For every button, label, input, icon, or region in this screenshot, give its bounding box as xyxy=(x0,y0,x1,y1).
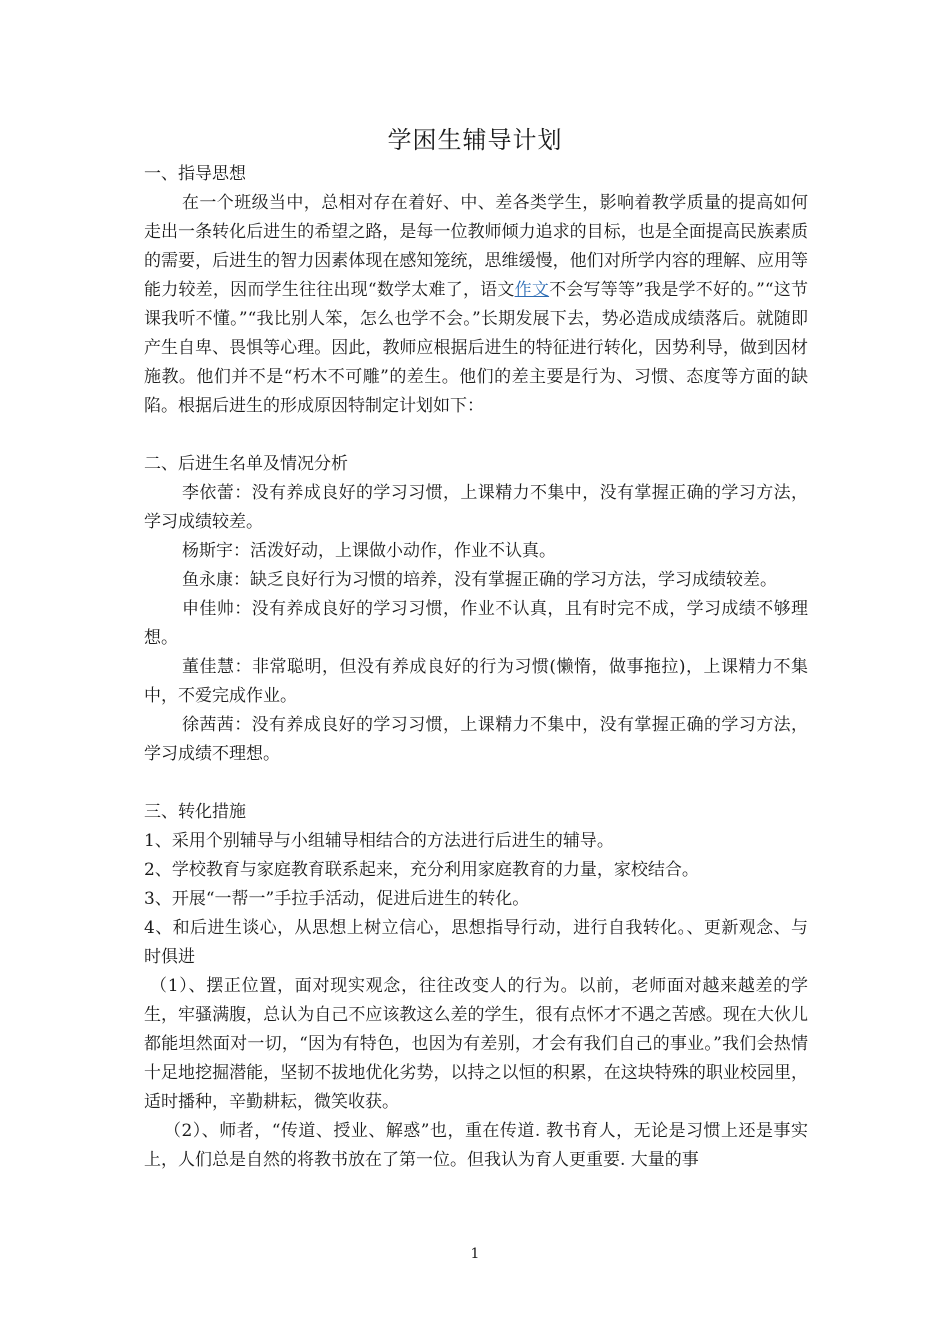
student-item: 董佳慧：非常聪明，但没有养成良好的行为习惯(懒惰，做事拖拉)，上课精力不集中，不爱完成作业。 xyxy=(144,657,808,706)
document-title: 学困生辅导计划 xyxy=(387,126,563,154)
measure-sub-2: （2）、师者，“传道、授业、解惑”也，重在传道. 教书育人，无论是习惯上还是事实上，人们总是自然的将教书放在了第一位。但我认为育人更重要. 大量的事 xyxy=(144,1121,808,1170)
paragraph-text: 不会写等等”我是学不好的。”“这节课我听不懂。”“我比别人笨，怎么也学不会。”长期发展下去，势必造成成绩落后。就随即产生自卑、畏惧等心理。因此，教师应根据后进生的特征进行转化，因势利导，做到因材施教。他们并不是“朽木不可雕”的差生。他们的差主要是行为、习惯、态度等方面的缺陷。根据后进生的形成原因特制定计划如下： xyxy=(144,280,808,416)
section-1-heading: 一、指导思想 xyxy=(144,164,246,184)
paragraph-text: 在一个班级当中，总相对存在着好、中、差各类学生，影响着教学质量的提高如何走出一条转化后进生的希望之路，是每一位教师倾力追求的目标，也是全面提高民族素质的需要，后进生的智力因素体现在感知笼统，思维缓慢，他们对所学内容的理解、应用等能力较差，因而学生往往出现“数学太难了，语文 xyxy=(144,193,808,300)
spacer xyxy=(144,421,808,450)
section-2-heading: 二、后进生名单及情况分析 xyxy=(144,454,348,474)
measure-item: 1、采用个别辅导与小组辅导相结合的方法进行后进生的辅导。 xyxy=(144,831,614,851)
measure-item: 4、和后进生谈心，从思想上树立信心，思想指导行动，进行自我转化。、更新观念、与时俱进 xyxy=(144,918,808,967)
student-item: 徐茜茜：没有养成良好的学习习惯，上课精力不集中，没有掌握正确的学习方法，学习成绩不理想。 xyxy=(144,715,808,764)
document-body xyxy=(144,160,808,1175)
spacer xyxy=(144,769,808,798)
student-item: 申佳帅：没有养成良好的学习习惯，作业不认真，且有时完不成，学习成绩不够理想。 xyxy=(144,599,808,648)
student-item: 杨斯宇：活泼好动，上课做小动作，作业不认真。 xyxy=(182,541,556,561)
student-item: 李依蕾：没有养成良好的学习习惯，上课精力不集中，没有掌握正确的学习方法，学习成绩较差。 xyxy=(144,483,808,532)
measure-item: 3、开展“一帮一”手拉手活动，促进后进生的转化。 xyxy=(144,889,530,909)
page-number: 1 xyxy=(470,1246,480,1262)
student-item: 鱼永康：缺乏良好行为习惯的培养，没有掌握正确的学习方法，学习成绩较差。 xyxy=(182,570,777,590)
section-1-paragraph xyxy=(144,189,808,421)
measure-sub-1: （1）、摆正位置，面对现实观念，往往改变人的行为。以前，老师面对越来越差的学生，牢骚满腹，总认为自己不应该教这么差的学生，很有点怀才不遇之苦感。现在大伙儿都能坦然面对一切，“因为有特色，也因为有差别，才会有我们自己的事业。”我们会热情十足地挖掘潜能，坚韧不拔地优化劣势，以持之以恒的积累，在这块特殊的职业校园里，适时播种，辛勤耕耘，微笑收获。 xyxy=(144,976,808,1112)
zuowen-link[interactable]: 作文 xyxy=(514,280,550,300)
section-3-heading: 三、转化措施 xyxy=(144,802,246,822)
measure-item: 2、学校教育与家庭教育联系起来，充分利用家庭教育的力量，家校结合。 xyxy=(144,860,699,880)
